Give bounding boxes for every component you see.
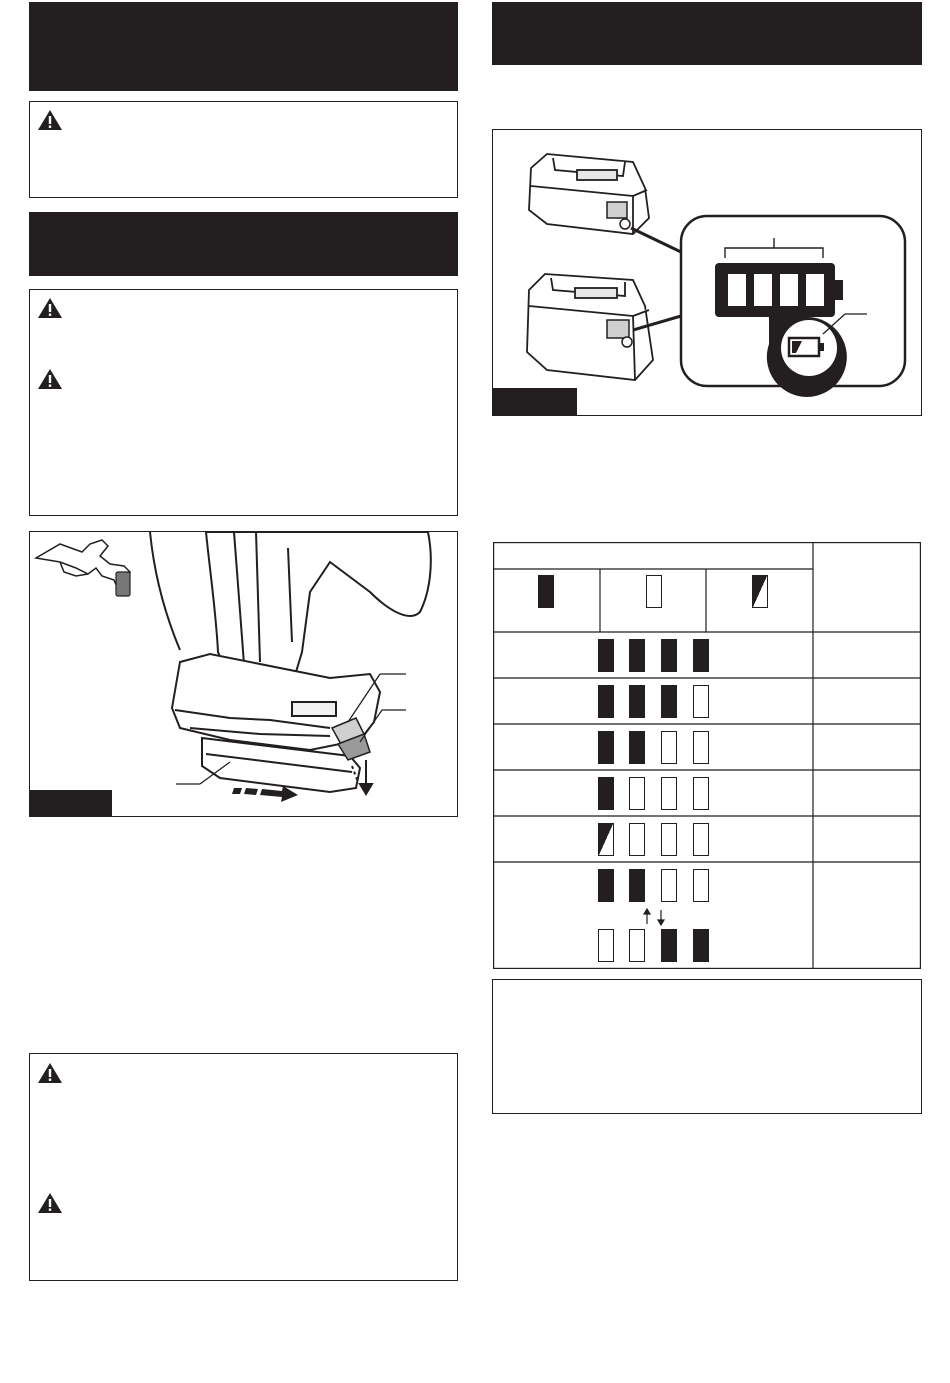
warning-triangle-icon [37, 297, 63, 319]
lamp [629, 869, 645, 902]
lamp [661, 869, 677, 902]
gauge-lamp [780, 274, 798, 306]
battery-indicator-illustration [493, 130, 920, 414]
section-header-bar [29, 2, 458, 91]
lamp [693, 731, 709, 764]
lamp [693, 869, 709, 902]
legend-lit-lamp [538, 575, 554, 608]
lamp [598, 823, 614, 856]
lamp [693, 777, 709, 810]
warning-triangle-icon [37, 1062, 63, 1084]
arrow-down-icon [658, 910, 664, 925]
alternating-arrows [641, 908, 671, 926]
lamp [693, 823, 709, 856]
gauge-lamp [754, 274, 772, 306]
lamp [629, 929, 645, 962]
lamp [598, 731, 614, 764]
figure-number-tag [493, 388, 577, 415]
gauge-lamp [806, 274, 824, 306]
note-box [492, 979, 922, 1114]
lamp [629, 639, 645, 672]
lamp [598, 685, 614, 718]
legend-blinking-lamp [752, 575, 768, 608]
lamp [693, 639, 709, 672]
legend-off-lamp [646, 575, 662, 608]
warning-triangle-icon [37, 109, 63, 131]
figure-battery-installation [29, 531, 458, 817]
figure-battery-indicator [492, 129, 922, 416]
lamp [598, 639, 614, 672]
slide-arrow [232, 786, 298, 802]
lamp [661, 823, 677, 856]
battery-large-shape [527, 274, 653, 380]
lamp [598, 929, 614, 962]
lamp [661, 929, 677, 962]
lamp [693, 929, 709, 962]
lamp [629, 685, 645, 718]
caution-box [29, 101, 458, 198]
section-header-bar [29, 212, 458, 276]
arrow-up-icon [644, 909, 650, 924]
lamp [629, 777, 645, 810]
section-header-bar [492, 2, 922, 65]
indicator-table [493, 542, 921, 969]
lamp [693, 685, 709, 718]
battery-low-icon [789, 338, 824, 356]
lamp [661, 639, 677, 672]
battery-small-shape [529, 154, 649, 234]
warning-triangle-icon [37, 368, 63, 390]
indicator-window-large [607, 320, 629, 338]
indicator-window-small [607, 202, 627, 218]
lamp [661, 731, 677, 764]
tool-thumbnail-battery [116, 572, 130, 596]
lamp [629, 731, 645, 764]
warning-triangle-icon [37, 1192, 63, 1214]
battery-installation-illustration [30, 532, 456, 815]
lamp [598, 777, 614, 810]
gauge-lamp [728, 274, 746, 306]
lamp [661, 685, 677, 718]
caution-box [29, 1053, 458, 1281]
lamp [629, 823, 645, 856]
caution-box [29, 289, 458, 516]
lamp [661, 777, 677, 810]
lamp [598, 869, 614, 902]
figure-number-tag [30, 790, 112, 816]
